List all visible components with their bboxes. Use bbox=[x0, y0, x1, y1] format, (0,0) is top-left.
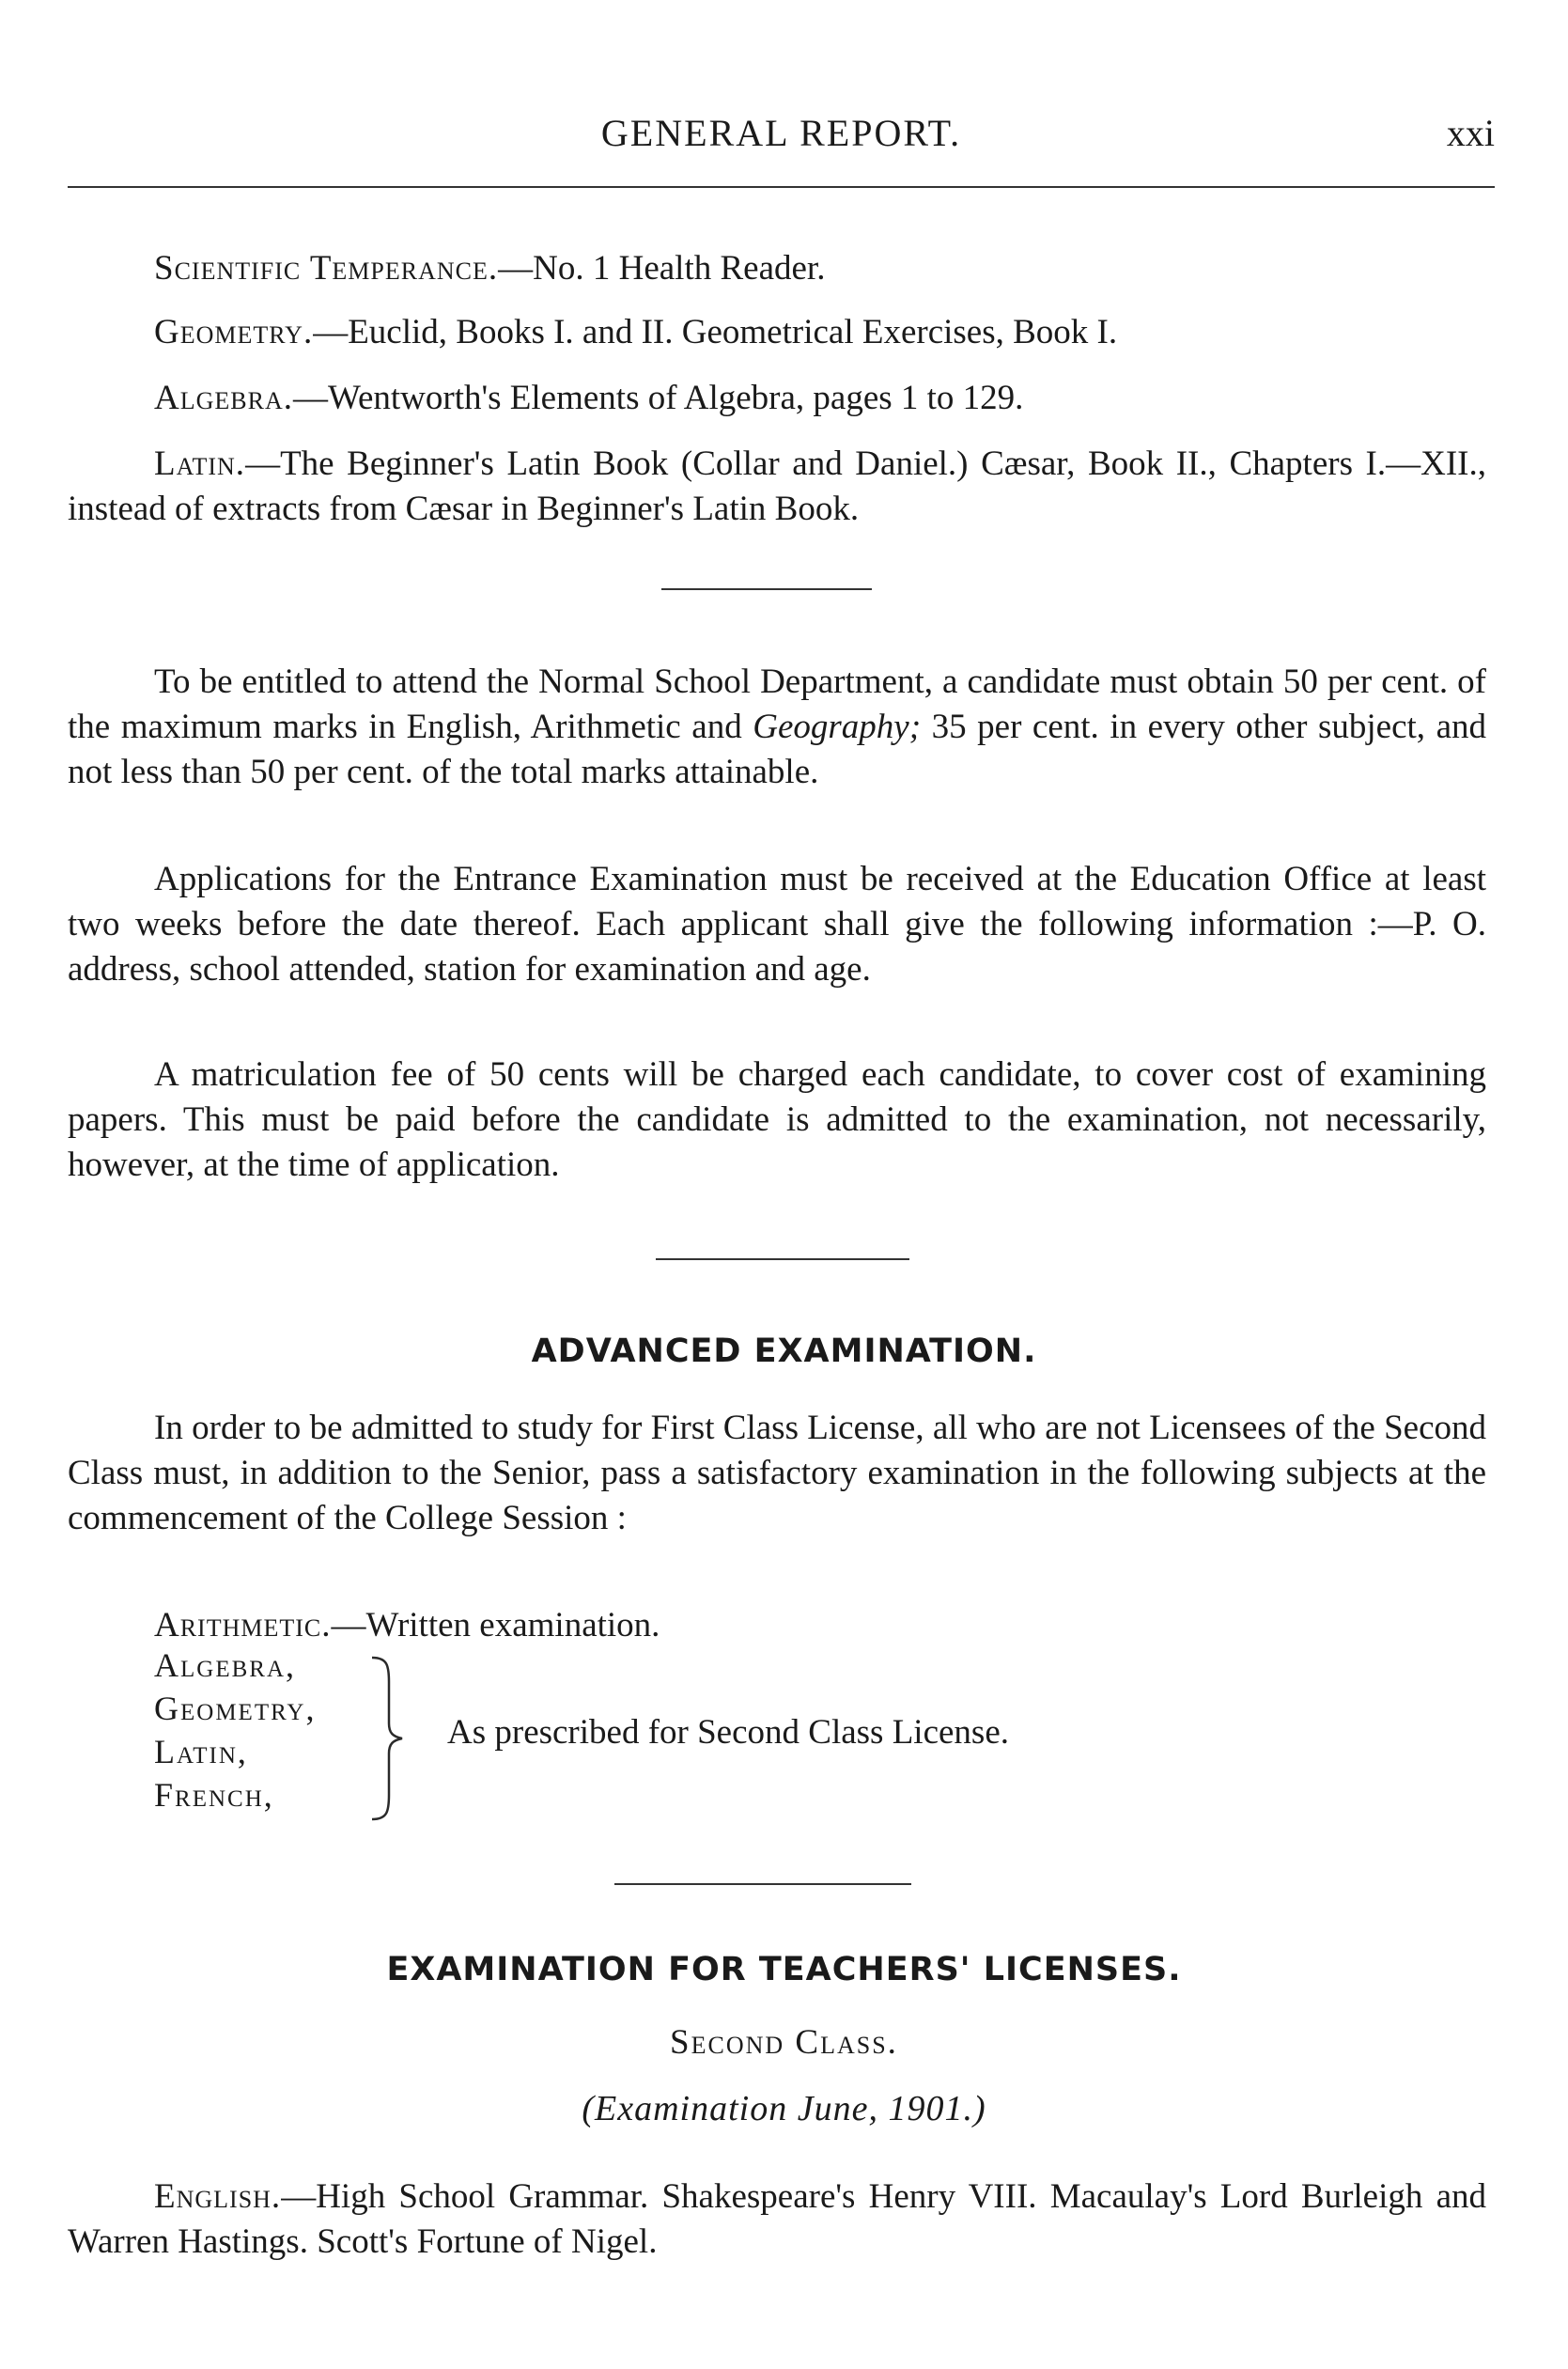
normal-school-text-start: To be entitled to attend the Normal School Department, a candidate must obtain 50 per cent. of the maximum marks in English, Arithmetic and bbox=[68, 662, 1486, 746]
subject-latin bbox=[68, 442, 1486, 532]
subject-term: Algebra. bbox=[154, 379, 293, 417]
braced-subject-geometry: Geometry, bbox=[154, 1690, 317, 1727]
subject-scientific-temperance bbox=[68, 246, 1486, 291]
running-header bbox=[68, 111, 1495, 167]
teachers-licenses-heading: EXAMINATION FOR TEACHERS' LICENSES. bbox=[386, 1951, 1182, 1988]
right-curly-brace-icon bbox=[366, 1654, 408, 1823]
section-divider bbox=[656, 1258, 909, 1260]
braced-subject-list bbox=[154, 1644, 1281, 1832]
subject-term: Scientific Temperance. bbox=[154, 249, 499, 288]
braced-subject-latin: Latin, bbox=[154, 1733, 248, 1770]
examination-date: (Examination June, 1901.) bbox=[582, 2089, 986, 2128]
subject-text: —No. 1 Health Reader. bbox=[498, 249, 826, 288]
subject-term: Geometry. bbox=[154, 313, 314, 351]
braced-subject-french: French, bbox=[154, 1776, 274, 1814]
advanced-intro-paragraph: In order to be admitted to study for First Class License, all who are not Licensees of the Second Class must, in addition to the Senior, pass a satisfactory examination in the following subjects at the commencement of the College Session : bbox=[68, 1409, 1486, 1537]
section-divider bbox=[614, 1883, 911, 1885]
matriculation-paragraph: A matriculation fee of 50 cents will be charged each candidate, to cover cost of examining papers. This must be paid before the candidate is admitted to the examination, not necessarily, however, at the time of application. bbox=[68, 1055, 1486, 1184]
subject-text: —Euclid, Books I. and II. Geometrical Exercises, Book I. bbox=[313, 313, 1118, 351]
subject-algebra bbox=[68, 376, 1486, 421]
subject-text: —Wentworth's Elements of Algebra, pages 1 to 129. bbox=[292, 379, 1024, 417]
english-term: English. bbox=[154, 2177, 282, 2216]
applications-paragraph: Applications for the Entrance Examination must be received at the Education Office at least two weeks before the date thereof. Each applicant shall give the following information :—P. O. address, school attended, station for examination and age. bbox=[68, 860, 1486, 989]
braced-subjects-note: As prescribed for Second Class License. bbox=[447, 1713, 1009, 1752]
header-rule bbox=[68, 186, 1495, 188]
arithmetic-line bbox=[154, 1603, 660, 1648]
subject-term: Latin. bbox=[154, 444, 246, 483]
advanced-examination-heading: ADVANCED EXAMINATION. bbox=[531, 1333, 1037, 1370]
braced-subject-algebra: Algebra, bbox=[154, 1646, 296, 1684]
arithmetic-term: Arithmetic. bbox=[154, 1606, 332, 1644]
arithmetic-text: —Written examination. bbox=[331, 1606, 660, 1644]
normal-school-text-end: 35 per cent. in every other subject, and not less than 50 per cent. of the total marks attainable. bbox=[68, 708, 1486, 791]
subject-text: —The Beginner's Latin Book (Collar and Daniel.) Cæsar, Book II., Chapters I.—XII., instead of extracts from Cæsar in Beginner's Latin Book. bbox=[68, 444, 1486, 528]
english-subject-paragraph bbox=[68, 2174, 1486, 2265]
subject-geometry bbox=[68, 310, 1486, 355]
page-number: xxi bbox=[1446, 112, 1495, 154]
english-text: —High School Grammar. Shakespeare's Henry VIII. Macaulay's Lord Burleigh and Warren Hastings. Scott's Fortune of Nigel. bbox=[68, 2177, 1486, 2261]
section-divider bbox=[661, 588, 872, 590]
normal-school-paragraph bbox=[68, 660, 1486, 795]
running-title: GENERAL REPORT. bbox=[600, 112, 962, 154]
normal-school-emphasis: Geography; bbox=[753, 708, 922, 746]
second-class-subheading: Second Class. bbox=[670, 2023, 898, 2062]
